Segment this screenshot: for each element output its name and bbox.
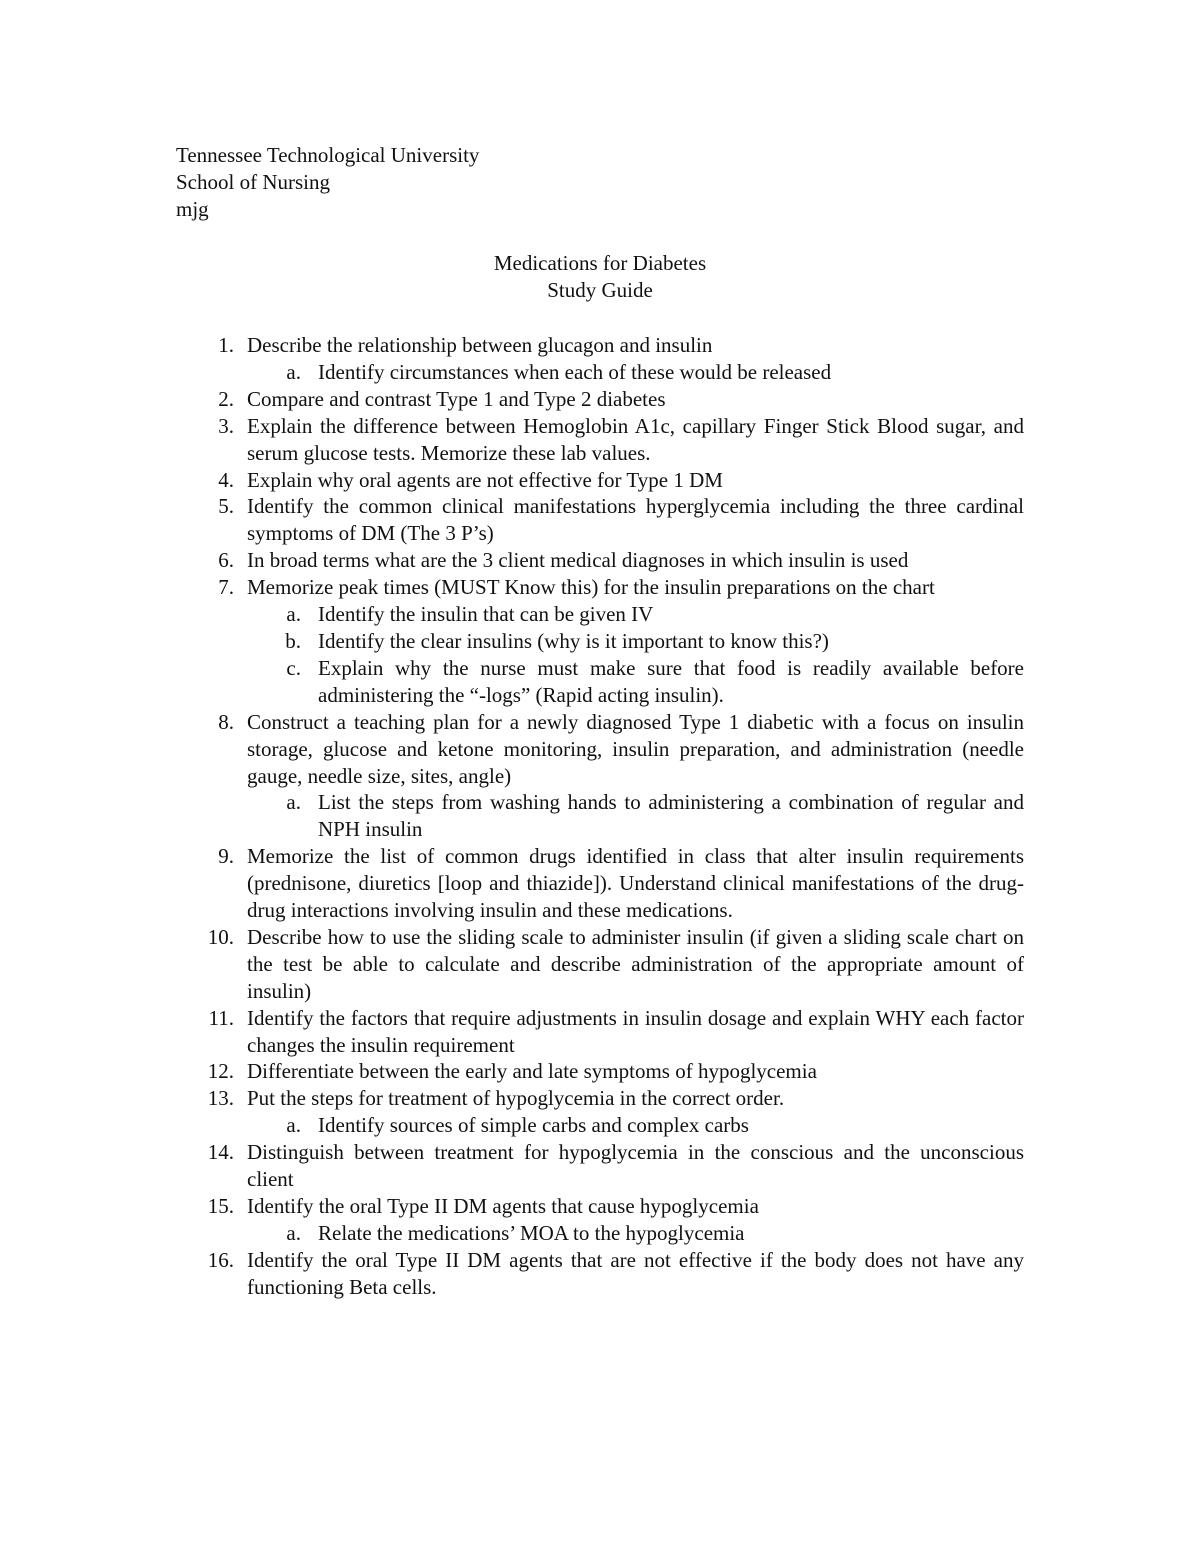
question-number: 11. — [208, 1005, 234, 1030]
question-item — [176, 1085, 1024, 1139]
study-guide-questions — [176, 332, 1024, 1301]
sub-question-text: Relate the medications’ MOA to the hypoglycemia — [318, 1220, 745, 1245]
sub-question-item — [247, 1220, 1024, 1247]
sub-question-item — [247, 359, 1024, 386]
sub-question-letter: a. — [286, 1113, 301, 1138]
question-item — [176, 1193, 1024, 1247]
title-block — [0, 250, 1200, 304]
question-number: 1. — [218, 333, 234, 357]
question-number: 9. — [218, 844, 234, 869]
question-text: Identify the common clinical manifestations hyperglycemia including the three cardinal symptoms of DM (The 3 P’s) — [247, 494, 1024, 546]
header-institution: Tennessee Technological University — [176, 143, 480, 167]
sub-question-text: List the steps from washing hands to administering a combination of regular and NPH insulin — [318, 790, 1024, 842]
question-text: Explain why oral agents are not effective for Type 1 DM — [247, 467, 723, 492]
question-item — [176, 1139, 1024, 1193]
question-number: 8. — [218, 709, 234, 734]
question-number: 10. — [207, 924, 234, 949]
question-number: 2. — [218, 386, 234, 411]
sub-question-list — [247, 789, 1024, 843]
question-text: Distinguish between treatment for hypoglycemia in the conscious and the unconscious client — [247, 1140, 1024, 1192]
sub-question-list — [247, 1220, 1024, 1247]
question-item — [176, 467, 1024, 494]
question-item — [176, 386, 1024, 413]
question-text: Explain the difference between Hemoglobin A1c, capillary Finger Stick Blood sugar, and serum glucose tests. Memorize these lab values. — [247, 413, 1024, 465]
document-title: Medications for Diabetes — [493, 251, 707, 275]
sub-question-letter: c. — [286, 655, 301, 680]
sub-question-text: Explain why the nurse must make sure that food is readily available before administering the “-logs” (Rapid acting insulin). — [318, 655, 1024, 707]
sub-question-letter: a. — [286, 790, 301, 815]
question-text: Memorize the list of common drugs identified in class that alter insulin requirements (prednisone, diuretics [loop and thiazide]). Understand clinical manifestations of the drug-drug interactions involving insulin and these medications. — [247, 844, 1024, 923]
question-number: 12. — [207, 1059, 234, 1084]
question-number: 13. — [207, 1086, 234, 1111]
question-text: Differentiate between the early and late symptoms of hypoglycemia — [247, 1059, 817, 1084]
question-item — [176, 1058, 1024, 1085]
question-number: 4. — [218, 467, 234, 492]
question-text: In broad terms what are the 3 client medical diagnoses in which insulin is used — [247, 548, 909, 573]
header-initials: mjg — [176, 196, 209, 221]
question-text: Memorize peak times (MUST Know this) for the insulin preparations on the chart — [247, 575, 935, 600]
question-text: Identify the oral Type II DM agents that cause hypoglycemia — [247, 1194, 759, 1218]
question-text: Identify the factors that require adjustments in insulin dosage and explain WHY each factor changes the insulin requirement — [247, 1005, 1024, 1057]
question-item — [176, 574, 1024, 709]
question-text: Describe how to use the sliding scale to administer insulin (if given a sliding scale chart on the test be able to calculate and describe administration of the appropriate amount of insulin) — [247, 924, 1024, 1003]
question-item — [176, 843, 1024, 924]
question-text: Construct a teaching plan for a newly diagnosed Type 1 diabetic with a focus on insulin storage, glucose and ketone monitoring, insulin preparation, and administration (needle gauge, needle size, sites, angle) — [247, 709, 1024, 788]
sub-question-item — [247, 789, 1024, 843]
question-item — [176, 1247, 1024, 1301]
question-text: Identify the oral Type II DM agents that are not effective if the body does not have any functioning Beta cells. — [247, 1247, 1024, 1299]
question-number: 14. — [207, 1140, 234, 1165]
sub-question-item — [247, 601, 1024, 628]
sub-question-letter: b. — [285, 628, 301, 653]
sub-question-letter: a. — [286, 602, 301, 627]
question-text: Describe the relationship between glucagon and insulin — [247, 333, 713, 357]
sub-question-letter: a. — [286, 1220, 301, 1245]
sub-question-text: Identify the clear insulins (why is it important to know this?) — [318, 628, 829, 653]
sub-question-item — [247, 1112, 1024, 1139]
sub-question-text: Identify the insulin that can be given IV — [318, 602, 654, 627]
sub-question-item — [247, 628, 1024, 655]
question-item — [176, 332, 1024, 386]
question-number: 16. — [207, 1247, 234, 1272]
question-item — [176, 924, 1024, 1005]
sub-question-letter: a. — [286, 359, 301, 384]
header-school: School of Nursing — [176, 169, 330, 194]
question-number: 6. — [218, 548, 234, 573]
question-text: Put the steps for treatment of hypoglycemia in the correct order. — [247, 1086, 785, 1111]
sub-question-item — [247, 655, 1024, 709]
question-item — [176, 413, 1024, 467]
sub-question-list — [247, 1112, 1024, 1139]
question-item — [176, 1005, 1024, 1059]
question-number: 5. — [218, 494, 234, 519]
question-item — [176, 547, 1024, 574]
question-text: Compare and contrast Type 1 and Type 2 diabetes — [247, 386, 666, 411]
document-subtitle: Study Guide — [547, 277, 653, 302]
question-item — [176, 493, 1024, 547]
question-number: 15. — [207, 1194, 234, 1218]
question-number: 7. — [218, 575, 234, 600]
sub-question-text: Identify circumstances when each of these would be released — [318, 359, 832, 384]
question-item — [176, 709, 1024, 844]
question-number: 3. — [218, 413, 234, 438]
document-header — [176, 142, 479, 223]
sub-question-list — [247, 359, 1024, 386]
sub-question-text: Identify sources of simple carbs and complex carbs — [318, 1113, 749, 1138]
sub-question-list — [247, 601, 1024, 709]
